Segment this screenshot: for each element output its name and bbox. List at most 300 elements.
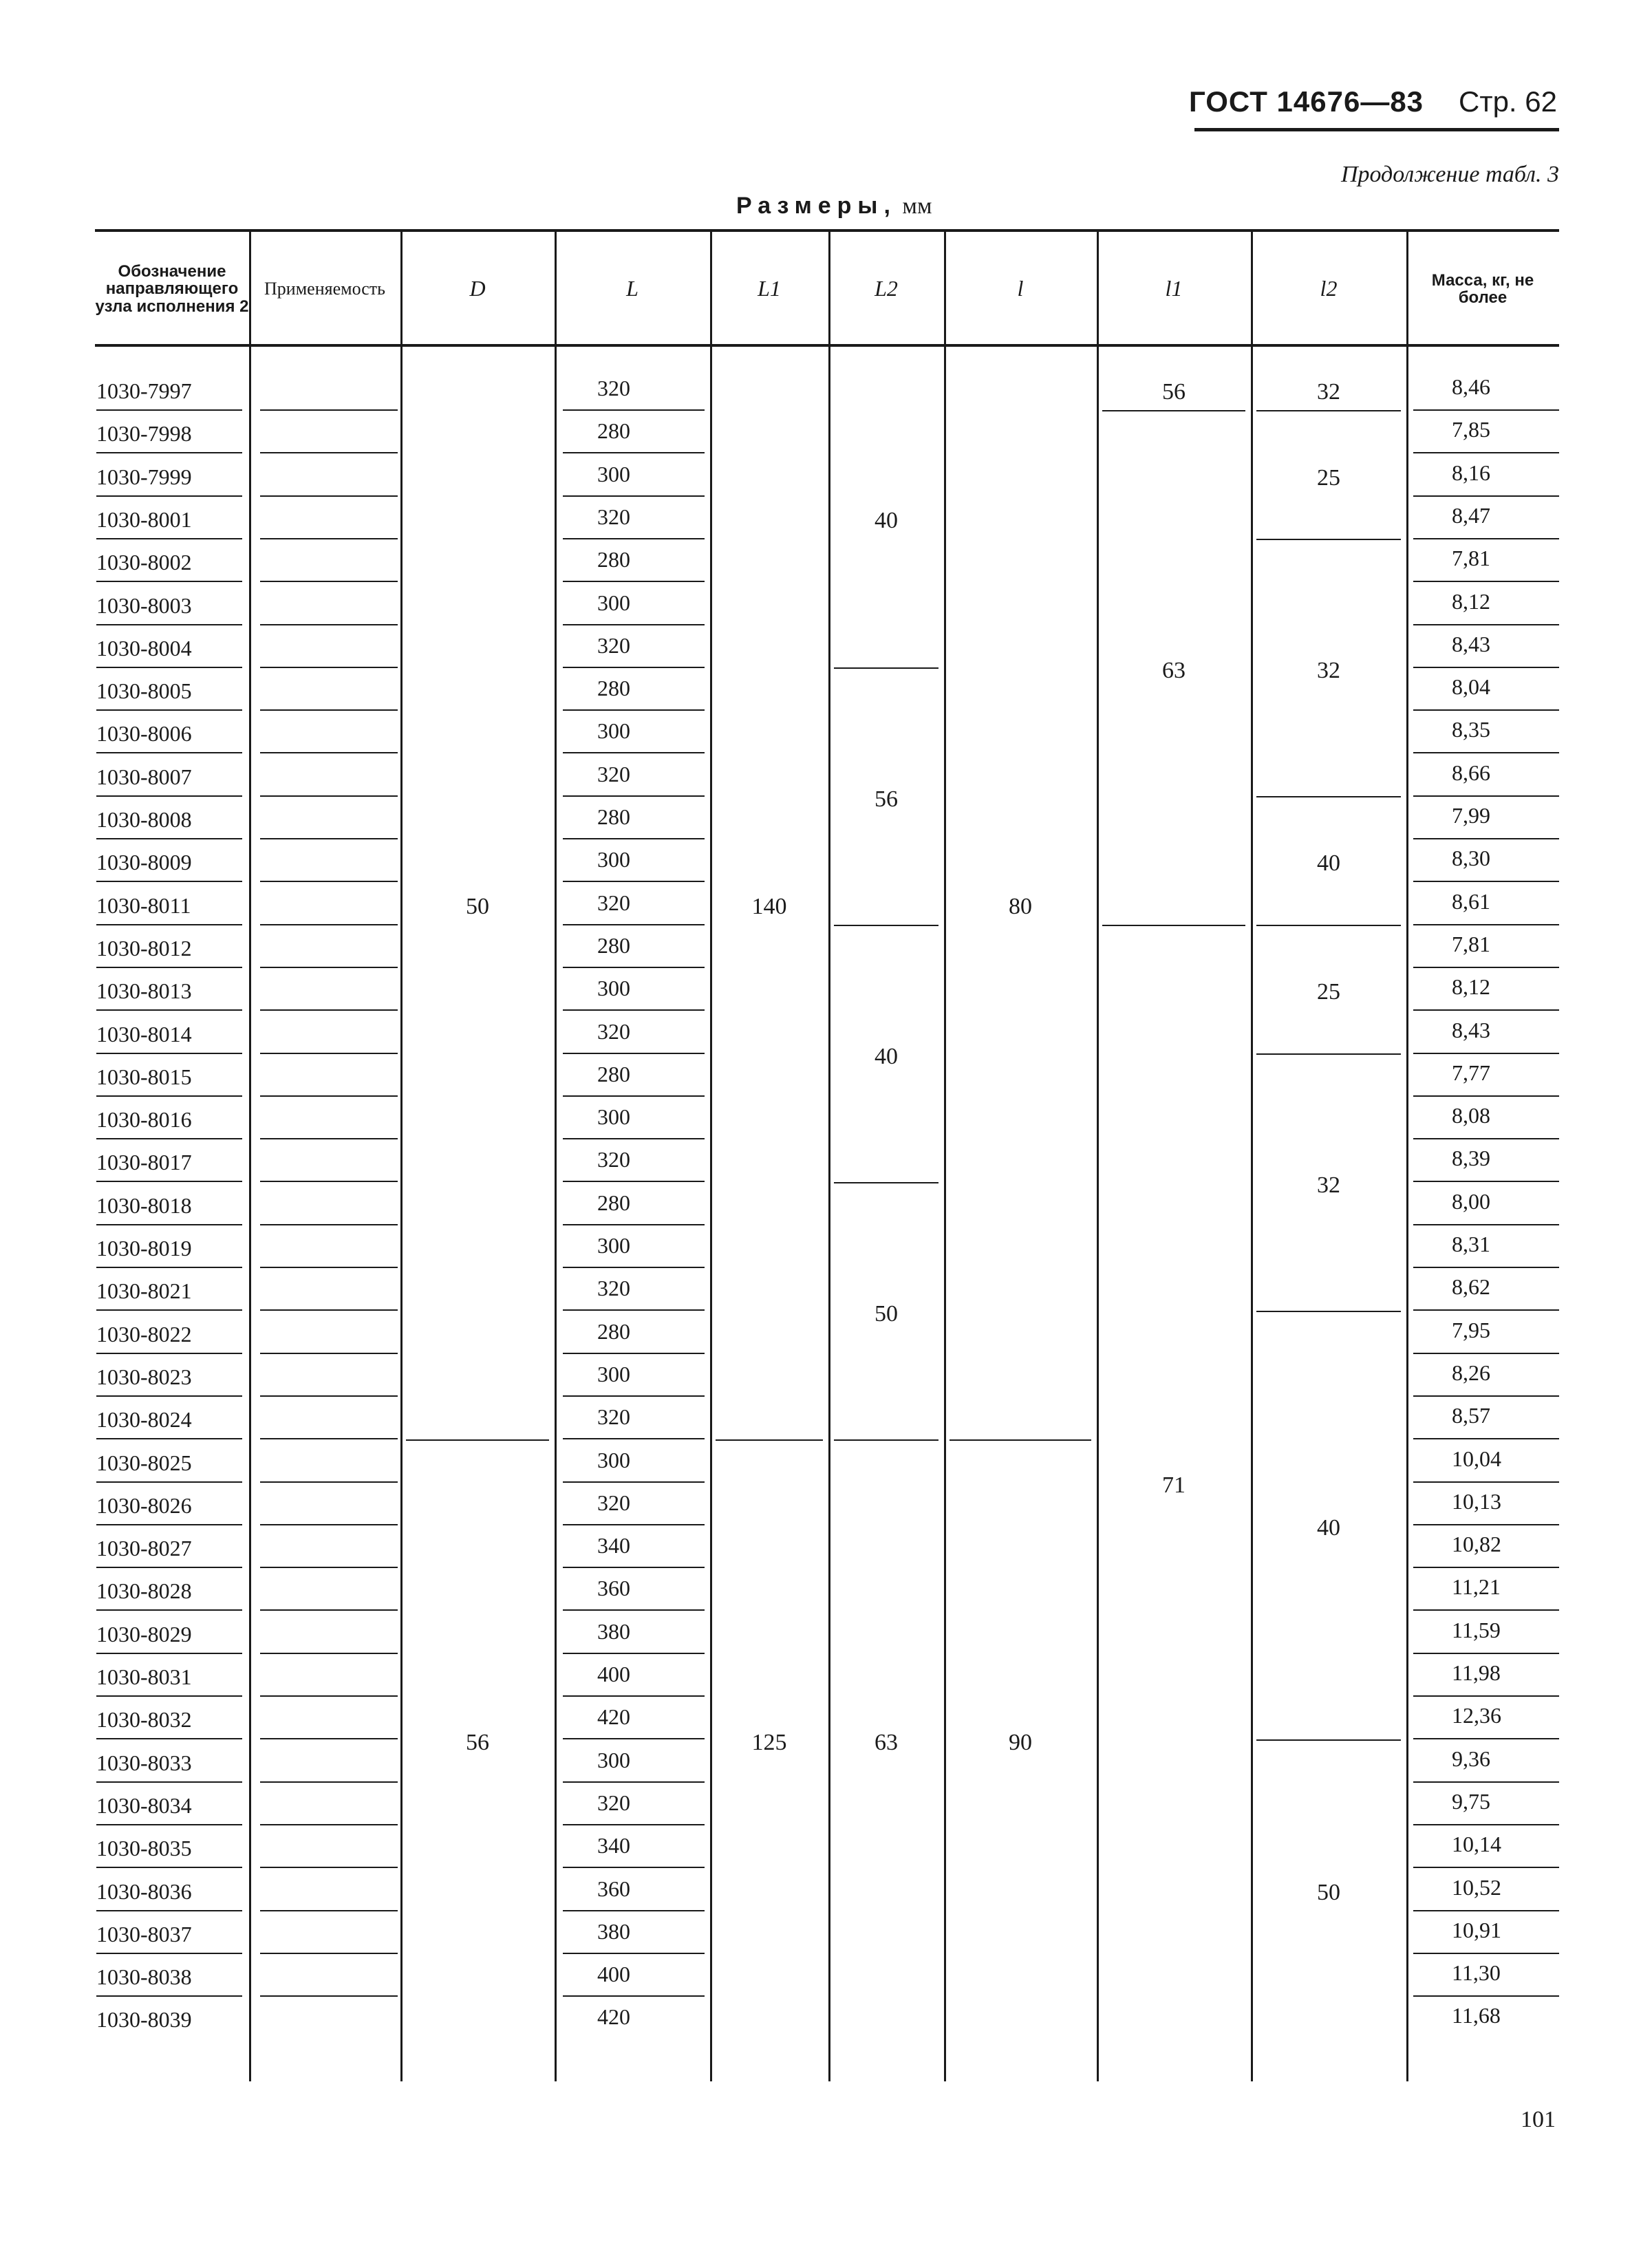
merged-l2: 32 — [1317, 379, 1340, 405]
merged-l2: 40 — [1317, 1515, 1340, 1541]
row-designation: 1030-8023 — [96, 1364, 192, 1389]
row-rule — [1413, 452, 1559, 453]
row-rule — [1413, 581, 1559, 582]
row-designation: 1030-8016 — [96, 1107, 192, 1133]
row-rule — [1413, 1524, 1559, 1525]
row-mass: 10,04 — [1452, 1446, 1501, 1471]
row-rule — [563, 924, 705, 925]
row-designation: 1030-8031 — [96, 1664, 192, 1689]
row-rule — [260, 709, 398, 711]
row-designation: 1030-8027 — [96, 1536, 192, 1561]
row-mass: 8,35 — [1452, 717, 1490, 742]
row-L: 360 — [597, 1576, 630, 1601]
group-divider — [1256, 1311, 1401, 1312]
row-mass: 7,95 — [1452, 1317, 1490, 1342]
row-L: 320 — [597, 376, 630, 400]
row-L: 320 — [597, 1490, 630, 1515]
row-rule — [96, 1481, 242, 1483]
row-rule — [563, 1910, 705, 1911]
row-mass: 8,04 — [1452, 674, 1490, 700]
row-rule — [96, 1181, 242, 1182]
row-L: 340 — [597, 1833, 630, 1858]
row-rule — [260, 1824, 398, 1825]
row-L: 300 — [597, 718, 630, 744]
merged-l1: 63 — [1162, 658, 1186, 684]
row-designation: 1030-7998 — [96, 421, 192, 447]
row-rule — [563, 1653, 705, 1654]
row-designation: 1030-8035 — [96, 1836, 192, 1861]
row-designation: 1030-8014 — [96, 1021, 192, 1047]
column-divider — [710, 232, 712, 2081]
row-rule — [96, 667, 242, 668]
row-mass: 11,30 — [1452, 1960, 1501, 1986]
row-mass: 8,47 — [1452, 502, 1490, 528]
row-L: 300 — [597, 590, 630, 615]
row-rule — [260, 795, 398, 797]
row-L: 320 — [597, 1790, 630, 1815]
header-L: L — [626, 276, 639, 301]
merged-L2: 40 — [875, 1043, 898, 1069]
row-mass: 7,81 — [1452, 546, 1490, 571]
row-designation: 1030-8028 — [96, 1578, 192, 1604]
row-L: 320 — [597, 1018, 630, 1044]
row-rule — [1413, 1738, 1559, 1739]
merged-l2: 25 — [1317, 979, 1340, 1005]
row-L: 420 — [597, 2004, 630, 2030]
row-L: 280 — [597, 932, 630, 958]
row-mass: 10,91 — [1452, 1917, 1501, 1942]
row-rule — [563, 1309, 705, 1311]
dimensions-unit: мм — [902, 193, 932, 219]
row-mass: 8,43 — [1452, 1017, 1490, 1042]
header-l2: l2 — [1320, 276, 1338, 301]
row-rule — [1413, 1781, 1559, 1783]
merged-D: 56 — [466, 1729, 489, 1755]
row-L: 280 — [597, 804, 630, 829]
header-L1: L1 — [758, 276, 781, 301]
row-rule — [1413, 881, 1559, 882]
row-L: 300 — [597, 461, 630, 486]
row-rule — [96, 1224, 242, 1225]
row-rule — [96, 1353, 242, 1354]
merged-l: 80 — [1009, 893, 1032, 919]
row-L: 400 — [597, 1962, 630, 1987]
row-mass: 7,85 — [1452, 417, 1490, 442]
row-rule — [96, 709, 242, 711]
row-rule — [96, 495, 242, 497]
row-mass: 8,26 — [1452, 1360, 1490, 1385]
merged-L2: 50 — [875, 1300, 898, 1327]
row-rule — [563, 1009, 705, 1011]
row-mass: 8,66 — [1452, 760, 1490, 785]
row-rule — [260, 581, 398, 582]
row-rule — [563, 1953, 705, 1954]
row-designation: 1030-8012 — [96, 935, 192, 961]
table-header-rule — [95, 344, 1559, 347]
row-rule — [1413, 1353, 1559, 1354]
row-rule — [563, 452, 705, 453]
row-rule — [563, 1353, 705, 1354]
row-rule — [563, 1053, 705, 1054]
row-rule — [96, 1309, 242, 1311]
row-designation: 1030-8034 — [96, 1792, 192, 1818]
row-designation: 1030-8039 — [96, 2007, 192, 2033]
row-rule — [260, 1653, 398, 1654]
row-rule — [260, 1910, 398, 1911]
row-designation: 1030-8033 — [96, 1750, 192, 1775]
merged-L1: 125 — [751, 1729, 787, 1755]
row-designation: 1030-8005 — [96, 678, 192, 704]
row-mass: 10,14 — [1452, 1832, 1501, 1857]
row-L: 300 — [597, 1747, 630, 1772]
merged-l2: 40 — [1317, 850, 1340, 877]
row-rule — [563, 1395, 705, 1397]
row-mass: 7,99 — [1452, 803, 1490, 828]
row-mass: 8,62 — [1452, 1274, 1490, 1300]
row-rule — [1413, 1910, 1559, 1911]
row-rule — [260, 1609, 398, 1611]
merged-l: 90 — [1009, 1729, 1032, 1755]
row-rule — [260, 1867, 398, 1868]
row-rule — [563, 967, 705, 968]
row-mass: 7,77 — [1452, 1060, 1490, 1085]
row-rule — [260, 495, 398, 497]
row-rule — [96, 581, 242, 582]
row-mass: 8,00 — [1452, 1188, 1490, 1214]
row-rule — [260, 452, 398, 453]
group-divider — [1102, 925, 1245, 926]
row-rule — [96, 1138, 242, 1139]
row-rule — [563, 1224, 705, 1225]
row-designation: 1030-8019 — [96, 1236, 192, 1261]
row-rule — [1413, 1181, 1559, 1182]
row-rule — [1413, 1609, 1559, 1611]
row-rule — [96, 1953, 242, 1954]
row-mass: 9,36 — [1452, 1746, 1490, 1771]
row-rule — [260, 1524, 398, 1525]
group-divider — [834, 1182, 938, 1183]
group-divider — [1256, 796, 1401, 797]
row-rule — [563, 1095, 705, 1097]
row-rule — [96, 838, 242, 839]
row-designation: 1030-8003 — [96, 592, 192, 618]
row-L: 280 — [597, 676, 630, 701]
group-divider — [1256, 1053, 1401, 1055]
row-rule — [96, 538, 242, 539]
row-rule — [1413, 795, 1559, 797]
row-L: 380 — [597, 1918, 630, 1944]
row-rule — [96, 967, 242, 968]
row-rule — [1413, 752, 1559, 753]
row-designation: 1030-8009 — [96, 850, 192, 875]
row-mass: 11,21 — [1452, 1574, 1501, 1600]
row-mass: 8,12 — [1452, 974, 1490, 1000]
row-rule — [260, 538, 398, 539]
row-rule — [563, 1738, 705, 1739]
row-rule — [96, 1738, 242, 1739]
row-rule — [563, 1567, 705, 1568]
row-designation: 1030-8008 — [96, 807, 192, 832]
row-rule — [1413, 967, 1559, 968]
row-rule — [1413, 1567, 1559, 1568]
row-mass: 8,39 — [1452, 1146, 1490, 1171]
row-mass: 10,13 — [1452, 1488, 1501, 1514]
row-designation: 1030-8001 — [96, 506, 192, 532]
row-rule — [96, 1653, 242, 1654]
row-rule — [96, 1438, 242, 1439]
row-designation: 1030-8022 — [96, 1321, 192, 1347]
row-rule — [260, 1053, 398, 1054]
row-rule — [96, 1095, 242, 1097]
row-mass: 8,16 — [1452, 460, 1490, 485]
row-rule — [563, 1481, 705, 1483]
row-designation: 1030-8038 — [96, 1964, 192, 1990]
row-designation: 1030-8018 — [96, 1192, 192, 1218]
row-rule — [1413, 1309, 1559, 1311]
row-rule — [1413, 1053, 1559, 1054]
row-L: 400 — [597, 1662, 630, 1686]
row-rule — [260, 409, 398, 411]
row-rule — [563, 1781, 705, 1783]
row-designation: 1030-8021 — [96, 1278, 192, 1304]
row-designation: 1030-8007 — [96, 764, 192, 789]
row-rule — [563, 1824, 705, 1825]
row-rule — [260, 838, 398, 839]
row-rule — [96, 1824, 242, 1825]
row-rule — [260, 1181, 398, 1182]
row-rule — [260, 1567, 398, 1568]
row-rule — [96, 795, 242, 797]
row-rule — [260, 1353, 398, 1354]
row-L: 320 — [597, 504, 630, 529]
row-rule — [96, 1867, 242, 1868]
row-rule — [563, 1181, 705, 1182]
row-rule — [260, 1267, 398, 1268]
row-rule — [563, 667, 705, 668]
merged-l1: 71 — [1162, 1472, 1186, 1498]
row-rule — [563, 538, 705, 539]
row-rule — [260, 1224, 398, 1225]
merged-D: 50 — [466, 893, 489, 919]
row-rule — [1413, 624, 1559, 625]
row-rule — [96, 1910, 242, 1911]
header-designation: Обозначение направляющего узла исполнения 2 — [95, 262, 249, 316]
group-divider — [1256, 925, 1401, 926]
dimensions-label: Размеры, — [736, 193, 897, 219]
row-rule — [96, 1053, 242, 1054]
row-designation: 1030-8037 — [96, 1921, 192, 1947]
row-rule — [96, 752, 242, 753]
row-designation: 1030-8029 — [96, 1621, 192, 1647]
row-rule — [96, 1609, 242, 1611]
row-rule — [563, 881, 705, 882]
row-rule — [1413, 1481, 1559, 1483]
row-rule — [260, 1395, 398, 1397]
row-mass: 9,75 — [1452, 1788, 1490, 1814]
group-divider — [1256, 1739, 1401, 1741]
row-rule — [96, 1567, 242, 1568]
row-mass: 8,61 — [1452, 888, 1490, 914]
row-rule — [260, 924, 398, 925]
row-mass: 8,31 — [1452, 1232, 1490, 1256]
dimensions-caption — [736, 193, 932, 219]
row-mass: 7,81 — [1452, 931, 1490, 956]
merged-l1: 56 — [1162, 379, 1186, 405]
row-L: 320 — [597, 890, 630, 915]
row-L: 300 — [597, 1104, 630, 1130]
merged-l2: 50 — [1317, 1879, 1340, 1905]
row-L: 280 — [597, 1318, 630, 1344]
row-rule — [1413, 409, 1559, 411]
row-designation: 1030-8026 — [96, 1492, 192, 1518]
group-divider — [834, 925, 938, 926]
column-divider — [1406, 232, 1408, 2081]
row-designation: 1030-8004 — [96, 635, 192, 661]
row-L: 420 — [597, 1704, 630, 1730]
row-L: 280 — [597, 1190, 630, 1215]
row-designation: 1030-8013 — [96, 978, 192, 1004]
row-rule — [96, 881, 242, 882]
row-rule — [563, 1438, 705, 1439]
row-mass: 8,46 — [1452, 374, 1490, 399]
row-rule — [563, 1138, 705, 1139]
row-rule — [260, 1738, 398, 1739]
row-rule — [96, 1009, 242, 1011]
row-designation: 1030-7997 — [96, 378, 192, 403]
column-divider — [1251, 232, 1253, 2081]
row-rule — [96, 1995, 242, 1997]
column-divider — [944, 232, 946, 2081]
row-rule — [1413, 1695, 1559, 1697]
row-designation: 1030-8006 — [96, 721, 192, 747]
row-rule — [563, 624, 705, 625]
row-L: 360 — [597, 1876, 630, 1901]
row-rule — [563, 1695, 705, 1697]
merged-l2: 25 — [1317, 464, 1340, 491]
row-mass: 12,36 — [1452, 1703, 1501, 1728]
header-D: D — [469, 276, 486, 301]
row-designation: 1030-8024 — [96, 1407, 192, 1433]
header-rule — [1194, 128, 1559, 131]
merged-l2: 32 — [1317, 658, 1340, 684]
row-mass: 8,30 — [1452, 846, 1490, 871]
row-rule — [1413, 1867, 1559, 1868]
row-L: 300 — [597, 1447, 630, 1472]
row-rule — [1413, 667, 1559, 668]
row-rule — [96, 624, 242, 625]
row-rule — [1413, 495, 1559, 497]
row-rule — [260, 1309, 398, 1311]
row-rule — [1413, 1224, 1559, 1225]
row-designation: 1030-8002 — [96, 550, 192, 575]
row-rule — [563, 581, 705, 582]
group-divider — [1102, 410, 1245, 411]
row-L: 280 — [597, 1061, 630, 1086]
row-rule — [260, 1138, 398, 1139]
row-rule — [1413, 1009, 1559, 1011]
row-L: 320 — [597, 632, 630, 658]
row-rule — [260, 752, 398, 753]
merged-L2: 63 — [875, 1729, 898, 1755]
header-L2: L2 — [875, 276, 898, 301]
row-rule — [1413, 538, 1559, 539]
row-rule — [260, 1781, 398, 1783]
row-rule — [260, 1095, 398, 1097]
group-divider — [1256, 539, 1401, 540]
row-designation: 1030-8017 — [96, 1150, 192, 1175]
row-designation: 1030-8036 — [96, 1878, 192, 1904]
row-rule — [96, 1781, 242, 1783]
row-rule — [96, 1524, 242, 1525]
row-rule — [1413, 1438, 1559, 1439]
group-divider — [716, 1439, 823, 1441]
table-top-rule — [95, 229, 1559, 232]
row-L: 380 — [597, 1618, 630, 1644]
row-L: 320 — [597, 1276, 630, 1301]
row-L: 300 — [597, 847, 630, 872]
row-rule — [563, 709, 705, 711]
row-rule — [260, 881, 398, 882]
row-rule — [1413, 1138, 1559, 1139]
merged-L1: 140 — [751, 893, 787, 919]
row-rule — [563, 1524, 705, 1525]
row-mass: 11,59 — [1452, 1617, 1501, 1642]
header-applicability: Применяемость — [264, 279, 385, 299]
row-rule — [96, 409, 242, 411]
group-divider — [950, 1439, 1091, 1441]
row-L: 320 — [597, 761, 630, 786]
merged-l2: 32 — [1317, 1172, 1340, 1198]
row-rule — [1413, 838, 1559, 839]
row-rule — [1413, 709, 1559, 711]
row-L: 280 — [597, 547, 630, 572]
row-rule — [563, 409, 705, 411]
row-rule — [96, 1395, 242, 1397]
row-rule — [563, 495, 705, 497]
row-mass: 10,52 — [1452, 1874, 1501, 1900]
row-rule — [260, 624, 398, 625]
row-rule — [260, 1009, 398, 1011]
group-divider — [406, 1439, 549, 1441]
table-continuation-note: Продолжение табл. 3 — [1340, 162, 1559, 187]
document-title: ГОСТ 14676—83 — [1189, 85, 1424, 118]
column-divider — [400, 232, 403, 2081]
row-rule — [260, 967, 398, 968]
row-designation: 1030-7999 — [96, 464, 192, 489]
row-L: 320 — [597, 1147, 630, 1172]
row-mass: 10,82 — [1452, 1532, 1501, 1557]
page-number: 101 — [1521, 2107, 1556, 2132]
row-rule — [1413, 1824, 1559, 1825]
row-L: 300 — [597, 1233, 630, 1258]
column-divider — [249, 232, 251, 2081]
row-mass: 8,43 — [1452, 631, 1490, 656]
row-rule — [1413, 1653, 1559, 1654]
row-mass: 8,57 — [1452, 1403, 1490, 1428]
row-rule — [260, 1438, 398, 1439]
row-rule — [1413, 924, 1559, 925]
header-mass: Масса, кг, не более — [1431, 270, 1534, 307]
row-rule — [1413, 1395, 1559, 1397]
row-rule — [1413, 1267, 1559, 1268]
row-rule — [96, 1267, 242, 1268]
page-label: Стр. 62 — [1459, 85, 1557, 118]
row-rule — [260, 1953, 398, 1954]
row-mass: 11,68 — [1452, 2003, 1501, 2028]
row-rule — [260, 1481, 398, 1483]
header-l: l — [1017, 276, 1024, 301]
row-designation: 1030-8011 — [96, 892, 191, 918]
